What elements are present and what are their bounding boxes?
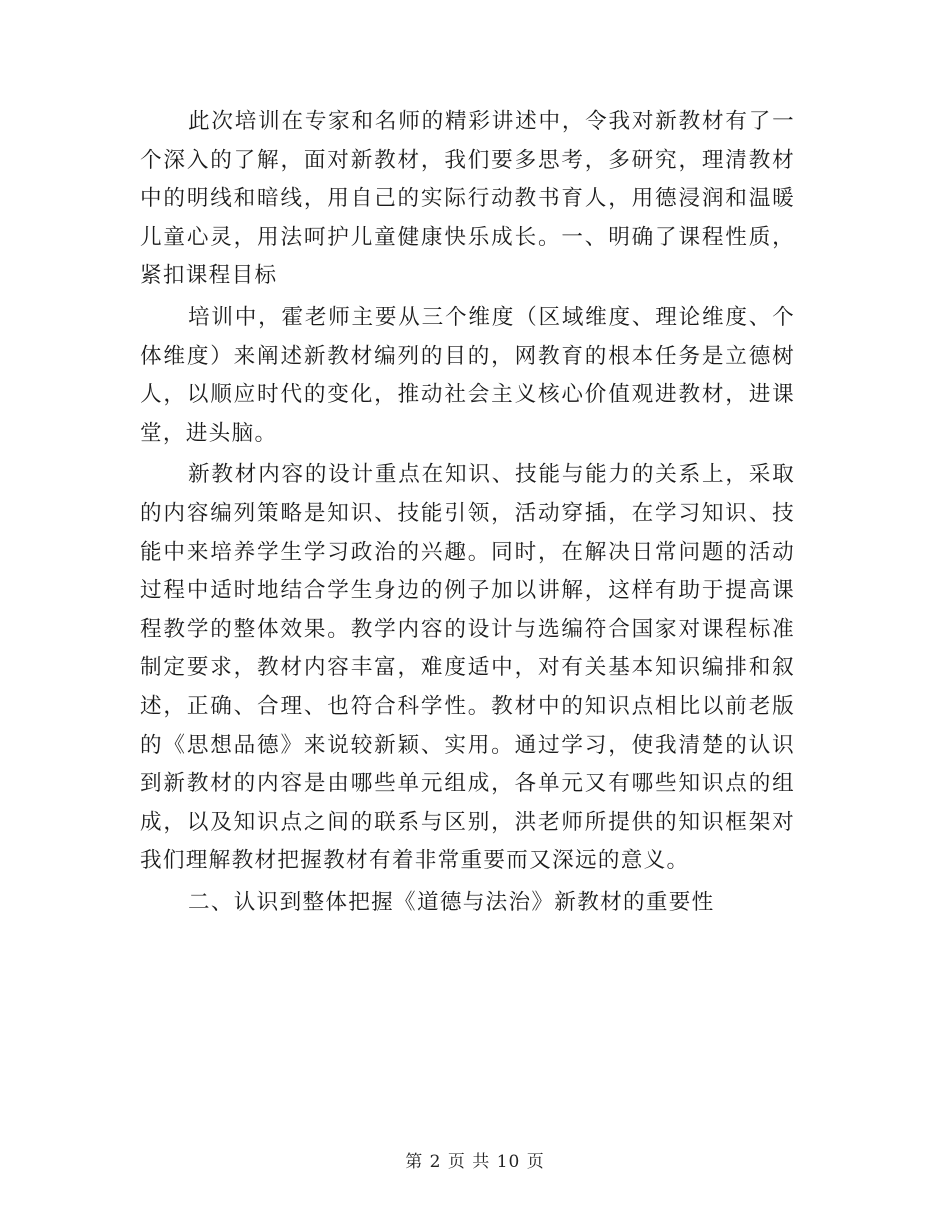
paragraph-1: 此次培训在专家和名师的精彩讲述中，令我对新教材有了一个深入的了解，面对新教材，我们要多思考，多研究，理清教材中的明线和暗线，用自己的实际行动教书育人，用德浸润和温暖儿童心灵，用法呵护儿童健康快乐成长。一、明确了课程性质，紧扣课程目标 bbox=[140, 109, 795, 289]
document-body bbox=[140, 103, 795, 925]
section-heading-2: 二、认识到整体把握《道德与法治》新教材的重要性 bbox=[188, 889, 715, 915]
paragraph-2: 培训中，霍老师主要从三个维度（区域维度、理论维度、个体维度）来阐述新教材编列的目的，网教育的根本任务是立德树人，以顺应时代的变化，推动社会主义核心价值观进教材，进课堂，进头脑。 bbox=[140, 304, 795, 446]
paragraph-3: 新教材内容的设计重点在知识、技能与能力的关系上，采取的内容编列策略是知识、技能引领，活动穿插，在学习知识、技能中来培养学生学习政治的兴趣。同时，在解决日常问题的活动过程中适时地结合学生身边的例子加以讲解，这样有助于提高课程教学的整体效果。教学内容的设计与选编符合国家对课程标准制定要求，教材内容丰富，难度适中，对有关基本知识编排和叙述，正确、合理、也符合科学性。教材中的知识点相比以前老版的《思想品德》来说较新颖、实用。通过学习，使我清楚的认识到新教材的内容是由哪些单元组成，各单元又有哪些知识点的组成，以及知识点之间的联系与区别，洪老师所提供的知识框架对我们理解教材把握教材有着非常重要而又深远的意义。 bbox=[140, 462, 795, 874]
page-number-footer: 第 2 页 共 10 页 bbox=[405, 1152, 545, 1172]
